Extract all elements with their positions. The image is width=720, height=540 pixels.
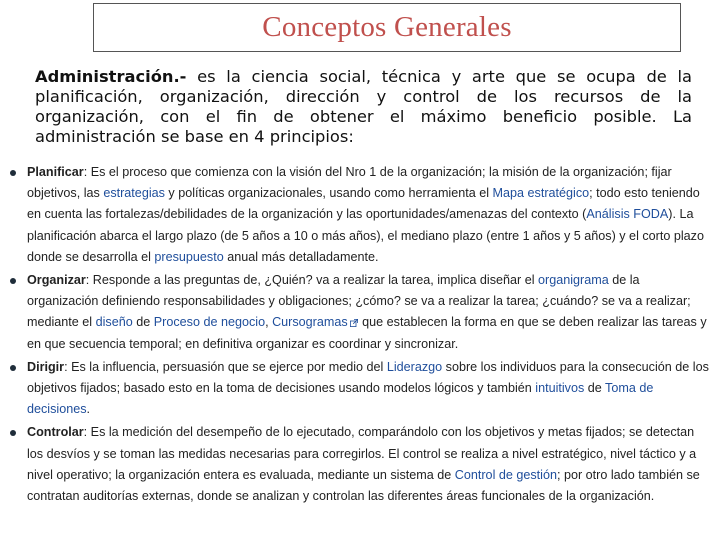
intro-term: Administración.- — [35, 67, 187, 86]
bullet-icon — [10, 430, 16, 436]
list-item-dirigir — [10, 357, 710, 421]
link-organigrama[interactable]: organigrama — [538, 273, 609, 288]
intro-text: es la ciencia social, técnica y arte que se ocupa de la planificación, organización, dirección y control de los recursos de la organización, con el fin de obtener el máximo beneficio posible. La administración se base en 4 principios: — [35, 67, 692, 146]
link-control-de-gestion[interactable]: Control de gestión — [454, 467, 557, 482]
principle-text: que establecen la forma en que se deben realizar las tareas y en que secuencia temporal; en definitiva organizar es coordinar y sincronizar. — [27, 315, 707, 351]
link-estrategias[interactable]: estrategias — [103, 186, 165, 201]
link-intuitivos[interactable]: intuitivos — [535, 381, 585, 396]
link-presupuesto[interactable]: presupuesto — [154, 249, 224, 264]
principle-text: de la organización definiendo responsabilidades y obligaciones; ¿cómo? se va a realizar la tarea; ¿cuándo? se va a realizar; mediante el — [27, 273, 691, 330]
principle-text: de — [132, 315, 154, 330]
principle-text: : Es la medición del desempeño de lo ejecutado, comparándolo con los objetivos y metas fijados; se detectan los desvíos y se toman las medidas necesarias para corregirlos. El control se realiza a nivel estratégico, nivel táctico y a nivel operativo; la organización entera es evaluada, mediante un sistema de — [27, 425, 697, 482]
principle-text: : Responde a las preguntas de, ¿Quién? va a realizar la tarea, implica diseñar el — [85, 273, 539, 288]
link-toma-de-decisiones[interactable]: Toma de decisiones — [27, 381, 654, 417]
principle-text: ). La planificación abarca el largo plazo (de 5 años a 10 o más años), el mediano plazo (entre 1 años y 5 años) y el corto plazo donde se desarrolla el — [27, 207, 704, 264]
principle-term: Planificar — [27, 165, 84, 179]
intro-paragraph — [35, 67, 692, 147]
list-item-planificar — [10, 162, 710, 268]
principle-text: : Es la influencia, persuasión que se ejerce por medio del — [64, 359, 387, 374]
principle-text: sobre los individuos para la consecución de los objetivos fijados; basado esto en la toma de decisiones usando modelos lógicos y también — [27, 359, 709, 396]
principle-text: ; todo esto teniendo en cuenta las fortalezas/debilidades de la organización y las oportunidades/amenazas del contexto ( — [27, 186, 700, 222]
principle-term: Controlar — [27, 425, 84, 440]
bullet-icon — [10, 365, 16, 371]
link-mapa-estrategico[interactable]: Mapa estratégico — [492, 186, 590, 201]
principle-text: de — [584, 381, 606, 396]
principle-text: ; por otro lado también se contratan auditorías externas, donde se analizan y controlan las diferentes áreas funcionales de la organización. — [27, 467, 700, 504]
principle-text: y políticas organizacionales, usando como herramienta el — [164, 186, 493, 201]
link-liderazgo[interactable]: Liderazgo — [386, 359, 443, 374]
external-link-icon[interactable] — [350, 319, 358, 327]
link-diseno[interactable]: diseño — [95, 315, 133, 330]
link-cursogramas[interactable]: Cursogramas — [272, 315, 348, 330]
page-title: Conceptos Generales — [262, 11, 512, 43]
principle-text: . — [86, 402, 91, 417]
principle-text: , — [265, 315, 273, 330]
title-box — [93, 3, 681, 52]
principle-text: : Es el proceso que comienza con la visión del Nro 1 de la organización; la misión de la organización; fijar objetivos, las — [27, 165, 672, 201]
list-item-organizar — [10, 270, 710, 355]
link-proceso-de-negocio[interactable]: Proceso de negocio — [153, 315, 266, 330]
principle-text: anual más detalladamente. — [223, 249, 379, 264]
bullet-icon — [10, 170, 16, 176]
bullet-icon — [10, 278, 16, 284]
principle-term: Organizar — [27, 273, 86, 288]
list-item-controlar — [10, 422, 710, 507]
principles-list — [10, 162, 710, 509]
principle-term: Dirigir — [27, 359, 65, 374]
link-analisis-foda[interactable]: Análisis FODA — [586, 207, 669, 222]
